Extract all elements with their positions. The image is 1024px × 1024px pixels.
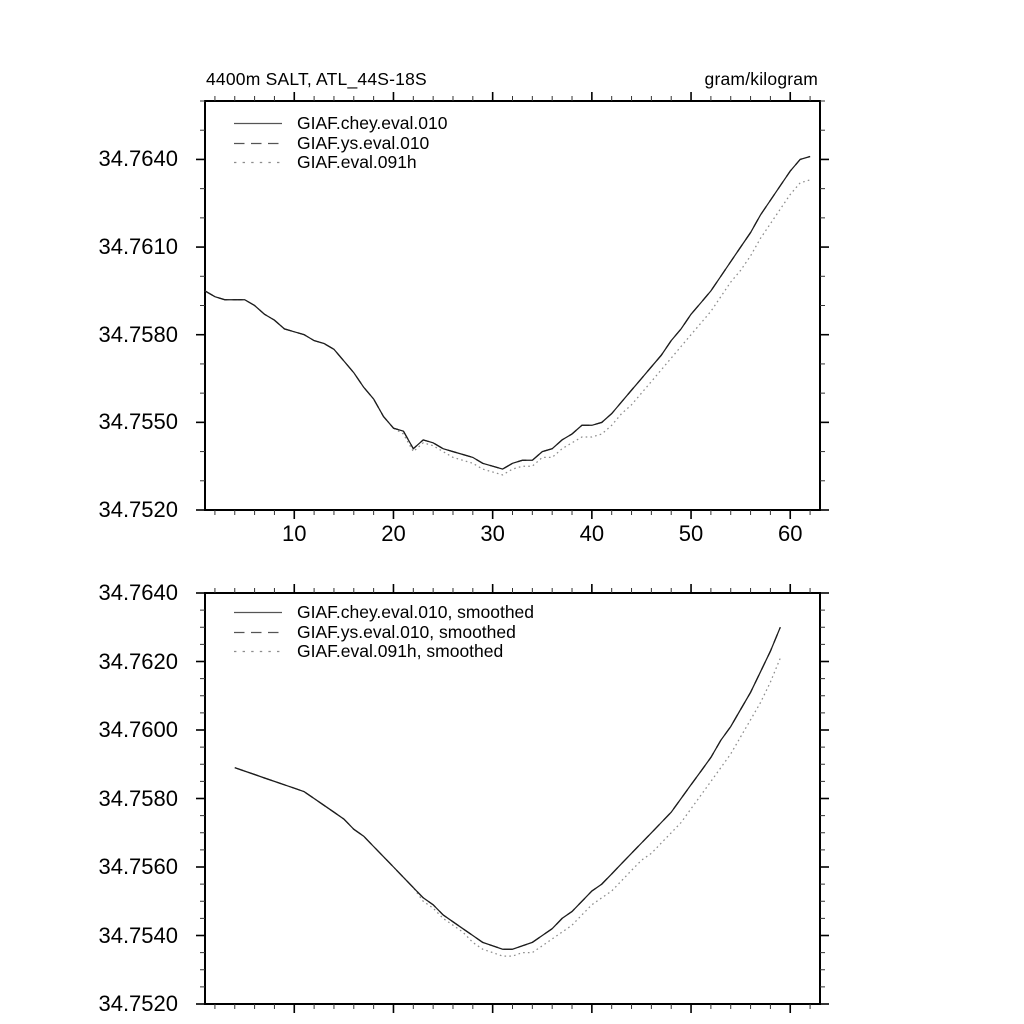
top-x-tick-label: 40 (579, 521, 605, 546)
bottom-panel-legend (233, 603, 534, 662)
top-x-tick-label: 20 (381, 521, 406, 546)
top-y-tick-label: 34.7580 (98, 321, 178, 347)
bottom-series-line-0 (235, 627, 781, 949)
top-x-tick-label: 50 (678, 521, 704, 546)
top-series-line-1 (205, 157, 810, 470)
legend-item-2 (233, 642, 534, 662)
legend-solid-line-icon (233, 114, 283, 133)
top-y-tick-label: 34.7610 (98, 234, 178, 260)
legend-item-0 (233, 114, 447, 134)
bottom-y-tick-label: 34.7620 (98, 648, 178, 674)
legend-label: GIAF.ys.eval.010, smoothed (297, 621, 516, 642)
top-series-line-0 (205, 157, 810, 470)
top-x-tick-label: 60 (777, 521, 803, 546)
legend-label: GIAF.eval.091h, smoothed (297, 641, 504, 662)
legend-label: GIAF.ys.eval.010 (297, 132, 430, 153)
legend-item-2 (233, 153, 447, 173)
bottom-y-tick-label: 34.7580 (98, 785, 178, 811)
top-series-line-2 (205, 180, 810, 475)
legend-item-0 (233, 603, 534, 623)
legend-dashed-line-icon (233, 623, 283, 642)
top-panel-title: 4400m SALT, ATL_44S-18S (206, 69, 427, 89)
bottom-y-tick-label: 34.7520 (98, 991, 178, 1016)
top-y-tick-label: 34.7640 (98, 146, 178, 172)
legend-label: GIAF.eval.091h (297, 152, 417, 173)
bottom-y-tick-label: 34.7560 (98, 854, 178, 879)
top-panel-legend (233, 114, 447, 173)
top-x-tick-label: 30 (480, 521, 505, 546)
bottom-y-tick-label: 34.7640 (98, 580, 178, 605)
top-x-tick-label: 10 (282, 521, 307, 546)
units-label: gram/kilogram (704, 69, 818, 89)
legend-label: GIAF.chey.eval.010 (297, 113, 448, 134)
legend-item-1 (233, 623, 534, 643)
bottom-y-tick-label: 34.7540 (98, 922, 178, 948)
legend-dotted-line-icon (233, 642, 283, 661)
bottom-series-line-1 (235, 627, 781, 949)
legend-item-1 (233, 134, 447, 154)
legend-dashed-line-icon (233, 134, 283, 153)
legend-solid-line-icon (233, 603, 283, 622)
legend-label: GIAF.chey.eval.010, smoothed (297, 602, 535, 623)
legend-dotted-line-icon (233, 153, 283, 172)
bottom-series-line-2 (235, 658, 781, 956)
bottom-y-tick-label: 34.7600 (98, 717, 178, 742)
top-y-tick-label: 34.7550 (98, 409, 178, 435)
top-y-tick-label: 34.7520 (98, 497, 178, 522)
